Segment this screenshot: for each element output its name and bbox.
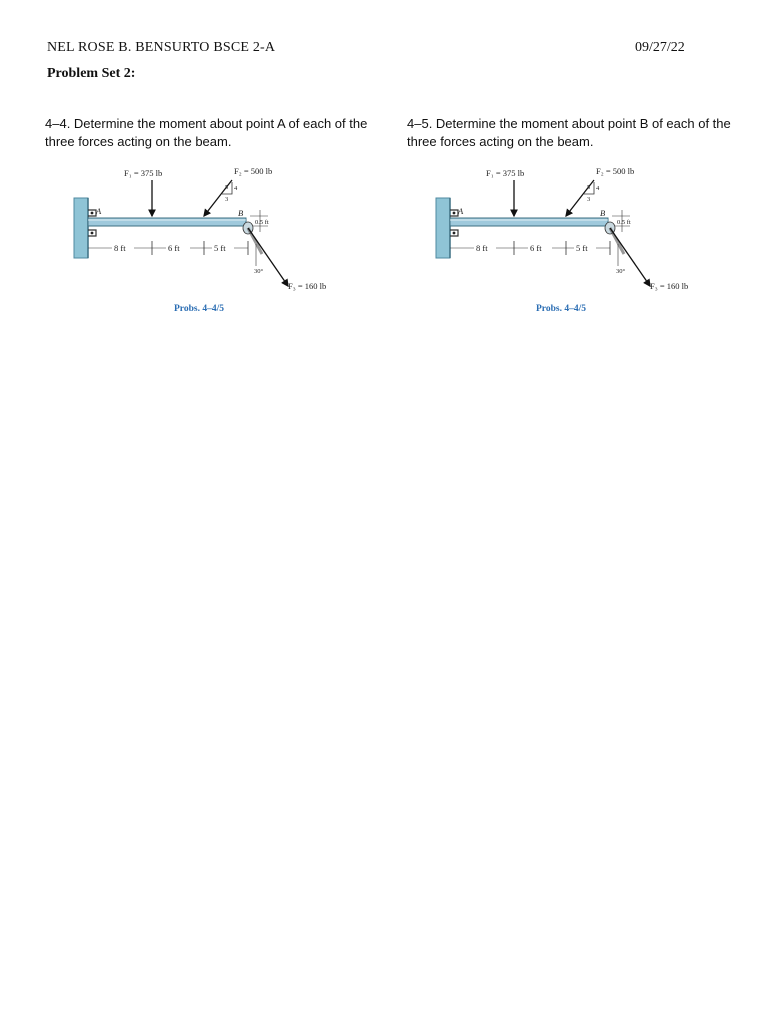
force-f3-arrow [248,228,288,286]
dim-5ft: 5 ft [576,243,588,253]
wall-support [74,198,88,258]
offset-label: 0.5 ft [617,219,631,226]
force-f1-label: F₁ = 375 lb [124,168,163,178]
beam-figure-4-5 [424,158,724,328]
beam [450,218,608,226]
point-b-label: B [600,208,606,218]
slope-3-label: 3 [587,196,591,203]
force-f2-label: F₂ = 500 lb [596,166,635,176]
date: 09/27/22 [635,40,685,55]
dim-5ft: 5 ft [214,243,226,253]
angle-label: 30° [254,268,264,275]
force-f3-arrow [610,228,650,286]
problem-set-title: Problem Set 2: [47,66,136,81]
problem-4-4-text: 4–4. Determine the moment about point A of each of the three forces acting on the beam. [45,116,368,149]
angle-label: 30° [616,268,626,275]
dim-8ft: 8 ft [476,243,488,253]
wall-support [436,198,450,258]
slope-4-label: 4 [596,185,600,192]
slope-5-label: 5 [587,184,591,191]
point-a-label: A [458,206,464,216]
slope-4-label: 4 [234,185,238,192]
beam [88,218,246,226]
slope-3-label: 3 [225,196,229,203]
figure-caption: Probs. 4–4/5 [174,304,224,314]
slope-5-label: 5 [225,184,229,191]
offset-label: 0.5 ft [255,219,269,226]
problem-4-5-text: 4–5. Determine the moment about point B of each of the three forces acting on the beam. [407,116,731,149]
point-a-label: A [96,206,102,216]
force-f2-label: F₂ = 500 lb [234,166,273,176]
beam-figure-4-4 [62,158,362,328]
point-b-label: B [238,208,244,218]
dim-6ft: 6 ft [168,243,180,253]
force-f1-label: F₁ = 375 lb [486,168,525,178]
student-name: NEL ROSE B. BENSURTO BSCE 2-A [47,40,276,55]
dim-8ft: 8 ft [114,243,126,253]
force-f3-label: F₃ = 160 lb [288,281,327,291]
figure-caption: Probs. 4–4/5 [536,304,586,314]
force-f3-label: F₃ = 160 lb [650,281,689,291]
dim-6ft: 6 ft [530,243,542,253]
